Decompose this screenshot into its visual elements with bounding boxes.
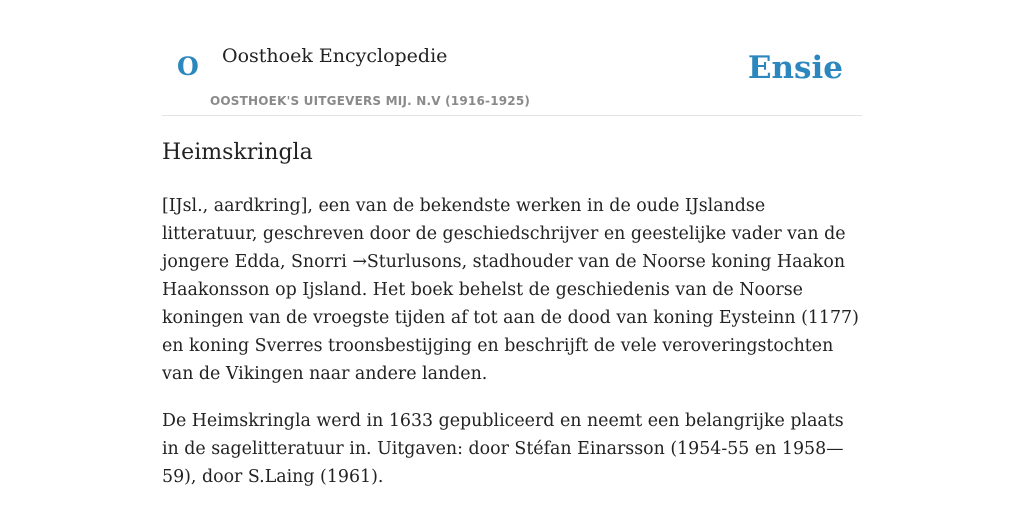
entry-title: Heimskringla (162, 140, 313, 165)
entry-body (162, 192, 862, 510)
site-header (162, 0, 862, 116)
paragraph-text: [IJsl., aardkring], een van de bekendste werken in de oude IJslandse litteratuur, geschreven door de geschiedschrijver en geestelijke vader van de jongere Edda, Snorri (162, 196, 846, 272)
entry-paragraph-1 (162, 192, 862, 388)
cross-reference-link[interactable]: →Sturlusons (352, 252, 462, 272)
publication-title[interactable]: Oosthoek Encyclopedie (222, 45, 448, 67)
publisher-subtitle: OOSTHOEK'S UITGEVERS MIJ. N.V (1916-1925) (210, 94, 531, 108)
publication-logo[interactable]: O (177, 52, 199, 81)
entry-paragraph-2: De Heimskringla werd in 1633 gepubliceerd en neemt een belangrijke plaats in de sagelitteratuur in. Uitgaven: door Stéfan Einarsson (1954-55 en 1958—59), door S.Laing (1961). (162, 411, 844, 487)
paragraph-text: , stadhouder van de Noorse koning Haakon Haakonsson op Ijsland. Het boek behelst de geschiedenis van de Noorse koningen van de vroegste tijden af tot aan de dood van koning Eysteinn (1177) en koning Sverres troonsbestijging en beschrijft de vele veroveringstochten van de Vikingen naar andere landen. (162, 252, 859, 384)
page-container (162, 0, 862, 487)
ensie-logo[interactable]: Ensie (747, 50, 843, 86)
